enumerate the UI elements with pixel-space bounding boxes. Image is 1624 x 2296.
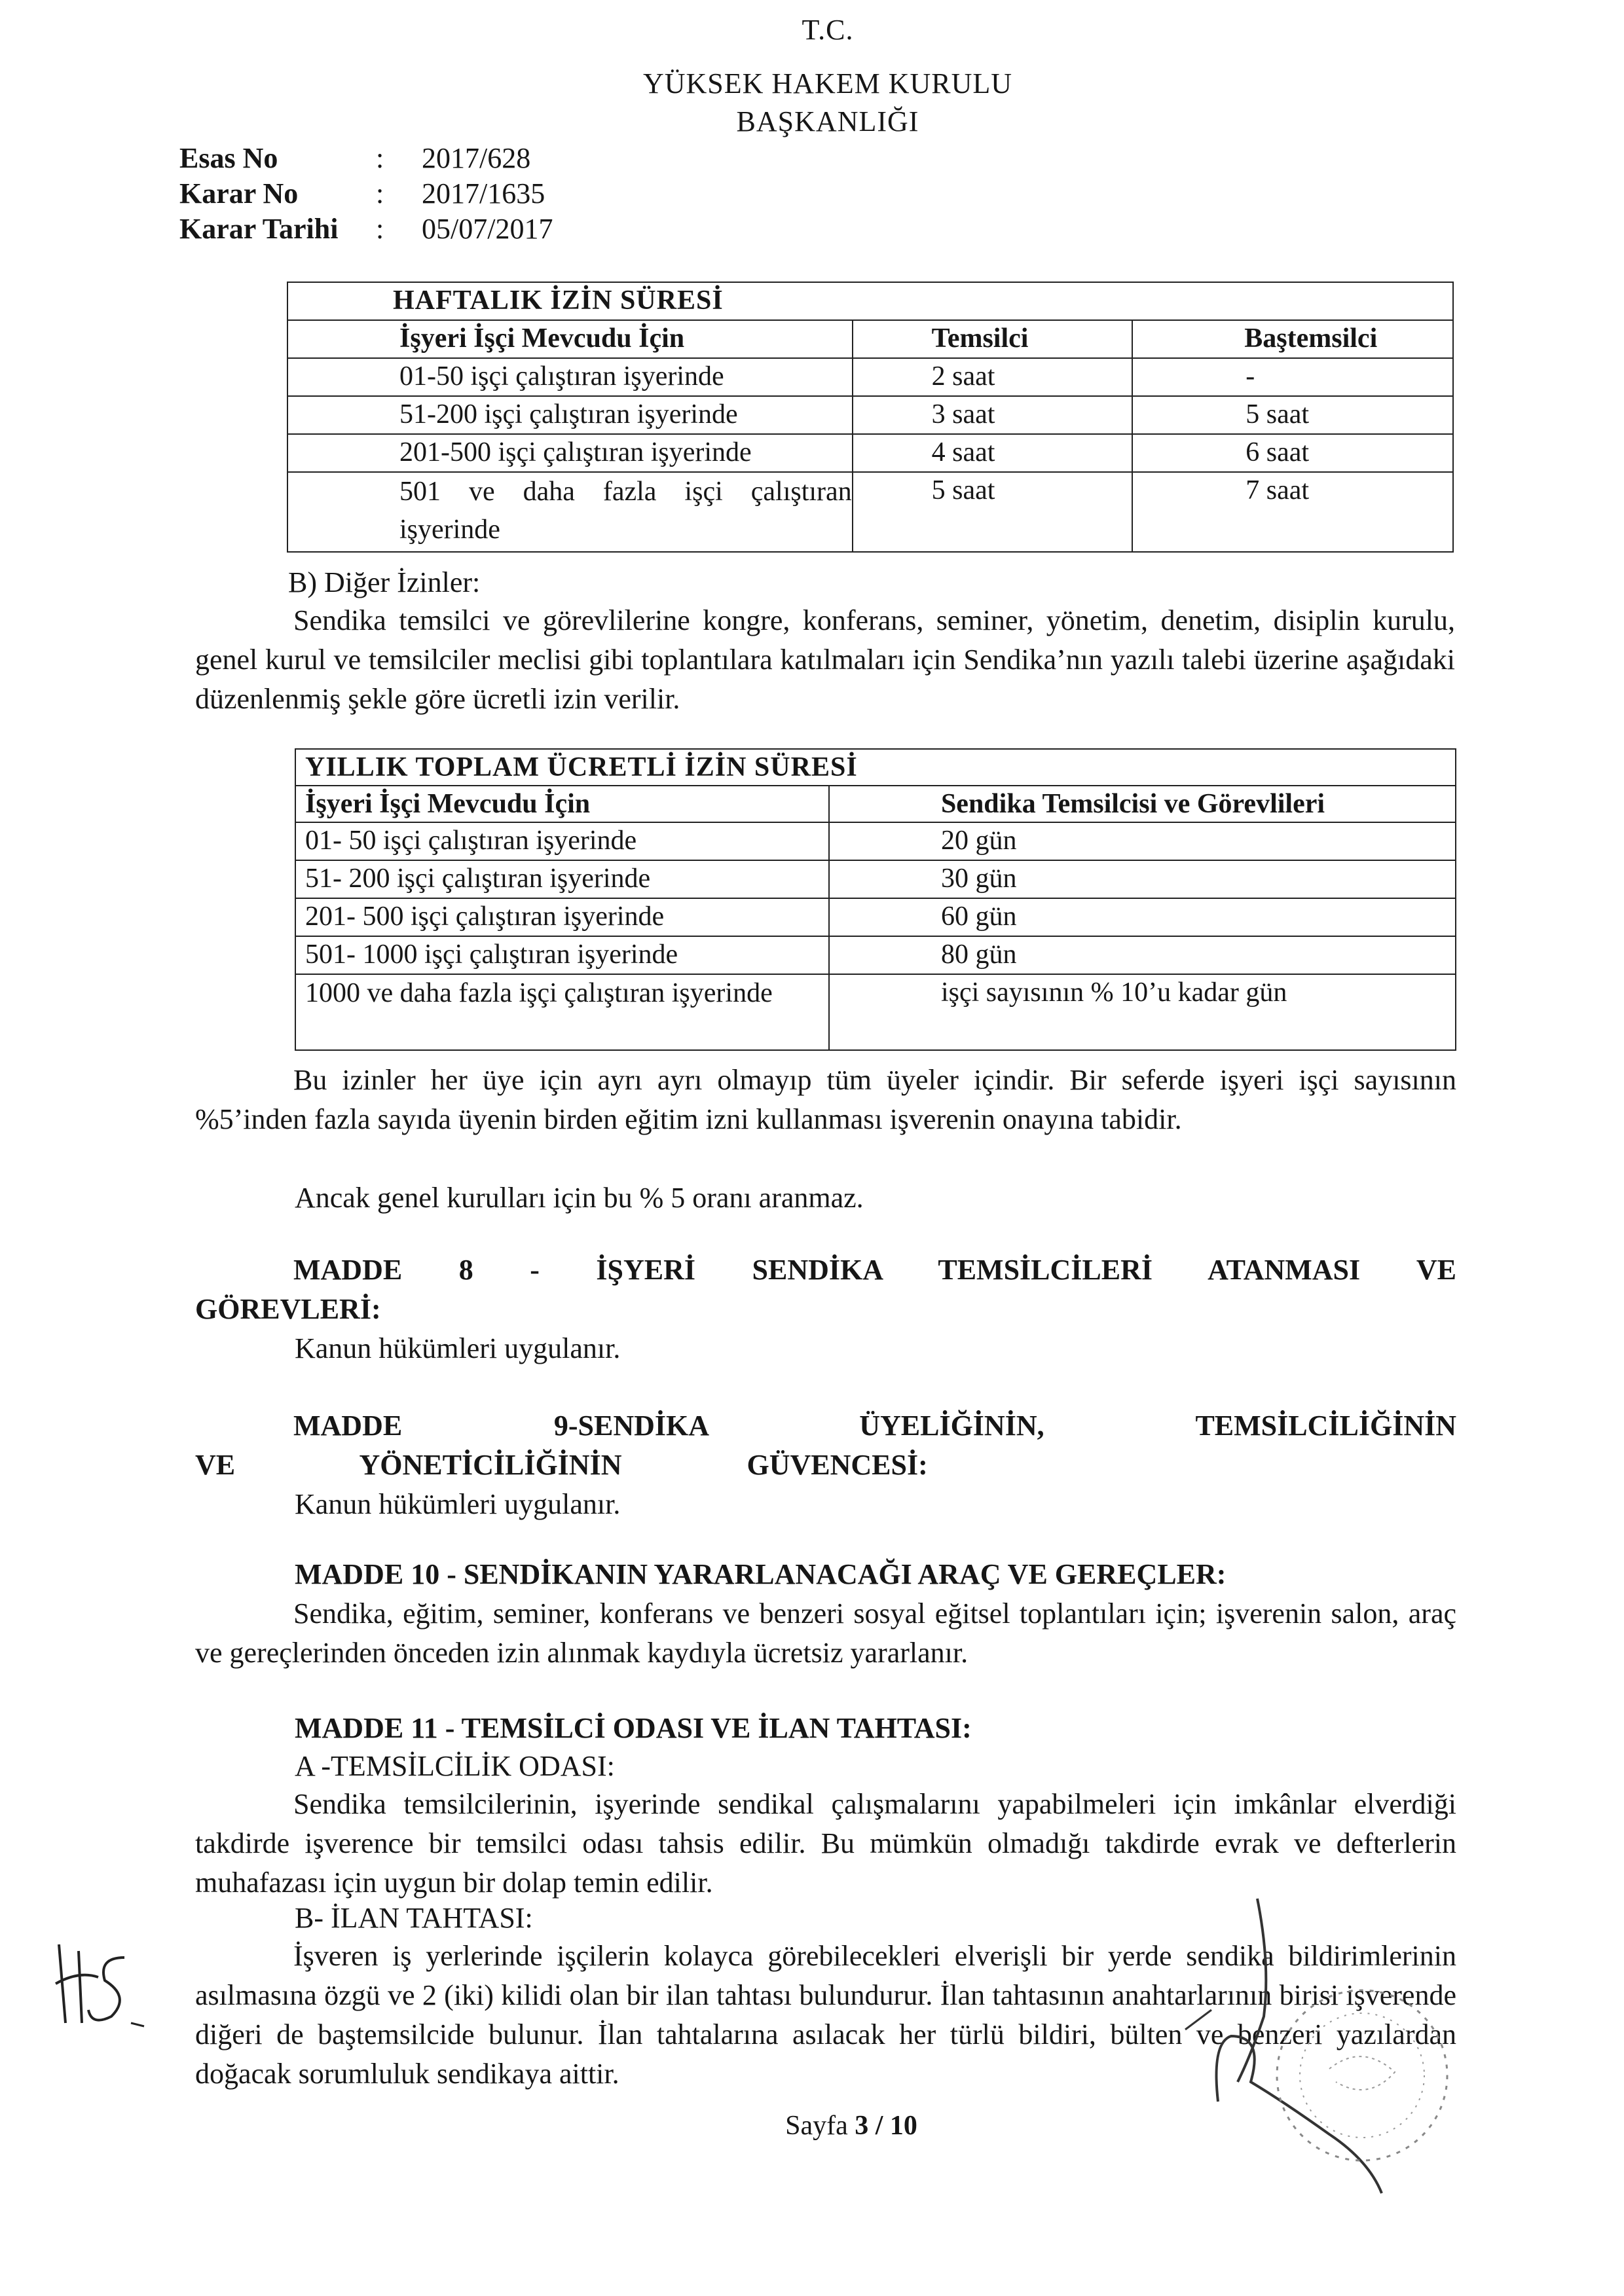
page-prefix: Sayfa (785, 2111, 848, 2141)
table-header: İşyeri İşçi Mevcudu İçin (295, 786, 829, 822)
table-header: Baştemsilci (1132, 320, 1453, 358)
table-header: Sendika Temsilcisi ve Görevlileri (829, 786, 1456, 822)
header-line-1: T.C. (802, 14, 854, 46)
table-header: Temsilci (853, 320, 1133, 358)
table-cell: 01-50 işçi çalıştıran işyerinde (287, 358, 853, 396)
table-cell: 30 gün (829, 860, 1456, 898)
table-cell: 5 saat (853, 472, 1133, 552)
table-cell: işçi sayısının % 10’u kadar gün (829, 974, 1456, 1050)
meta-sep: : (376, 177, 384, 210)
table-title: HAFTALIK İZİN SÜRESİ (287, 282, 1453, 320)
case-meta (179, 141, 553, 247)
madde11-text-b: İşveren iş yerlerinde işçilerin kolayca görebilecekleri elverişli bir yerde sendika bildirimlerinin asılmasına özgü ve 2 (iki) kilidi olan bir ilan tahtası bulundurur. İlan tahtasının anahtarlarının birisi işverende diğeri de baştemsilcide bulunur. İlan tahtalarına asılacak her türlü bildiri, bülten ve benzeri yazılardan doğacak sorumluluk sendikaya aittir. (195, 1940, 1456, 2090)
madde9-text: Kanun hükümleri uygulanır. (295, 1488, 621, 1520)
madde8-heading: MADDE 8 - İŞYERİ SENDİKA TEMSİLCİLERİ ATANMASI VE GÖREVLERİ: (195, 1254, 1456, 1325)
table-cell: 5 saat (1132, 396, 1453, 434)
weekly-leave-table (287, 282, 1454, 553)
page-total: 10 (889, 2111, 917, 2141)
other-leaves-text: Sendika temsilci ve görevlilerine kongre, konferans, seminer, yönetim, denetim, disiplin kurulu, genel kurul ve temsilciler meclisi gibi toplantılara katılmaları için Sendika’nın yazılı talebi üzerine aşağıdaki düzenlenmiş şekle göre ücretli izin verilir. (195, 604, 1455, 715)
madde11-sub-b: B- İLAN TAHTASI: (295, 1902, 533, 1934)
madde11-heading: MADDE 11 - TEMSİLCİ ODASI VE İLAN TAHTASI: (295, 1712, 972, 1744)
table-cell: 4 saat (853, 434, 1133, 472)
meta-sep: : (376, 213, 384, 245)
header-line-3: BAŞKANLIĞI (736, 105, 919, 137)
paragraph-general-assembly: Ancak genel kurulları için bu % 5 oranı aranmaz. (295, 1182, 864, 1214)
madde11-text-a: Sendika temsilcilerinin, işyerinde sendikal çalışmalarını yapabilmeleri için imkânlar elverdiği takdirde işverence bir temsilci odası tahsis edilir. Bu mümkün olmadığı takdirde evrak ve defterlerin muhafazası için uygun bir dolap temin edilir. (195, 1788, 1456, 1899)
table-cell: 7 saat (1132, 472, 1453, 552)
table-row (295, 860, 1456, 898)
table-cell: 201- 500 işçi çalıştıran işyerinde (295, 898, 829, 936)
table-row (295, 898, 1456, 936)
madde8-text: Kanun hükümleri uygulanır. (295, 1332, 621, 1364)
table-header: İşyeri İşçi Mevcudu İçin (287, 320, 853, 358)
table-cell: 6 saat (1132, 434, 1453, 472)
table-row (295, 936, 1456, 974)
table-cell: 51-200 işçi çalıştıran işyerinde (287, 396, 853, 434)
page-sep: / (875, 2111, 883, 2141)
table-row (287, 434, 1453, 472)
other-leaves-label: B) Diğer İzinler: (288, 566, 481, 598)
page-current: 3 (855, 2111, 869, 2141)
meta-value: 2017/628 (422, 142, 531, 174)
madde11-sub-a: A -TEMSİLCİLİK ODASI: (295, 1750, 615, 1782)
annual-leave-table (295, 748, 1456, 1051)
table-cell: 01- 50 işçi çalıştıran işyerinde (295, 822, 829, 860)
table-cell: 20 gün (829, 822, 1456, 860)
table-row (287, 472, 1453, 552)
paragraph-quota: Bu izinler her üye için ayrı ayrı olmayıp tüm üyeler içindir. Bir seferde işyeri işçi sayısının %5’inden fazla sayıda üyenin birden eğitim izni kullanması işverenin onayına tabidir. (195, 1064, 1456, 1135)
table-title: YILLIK TOPLAM ÜCRETLİ İZİN SÜRESİ (295, 749, 1456, 786)
meta-value: 2017/1635 (422, 177, 545, 210)
meta-row-tarih (179, 211, 553, 247)
meta-sep: : (376, 142, 384, 174)
table-cell: - (1132, 358, 1453, 396)
meta-row-karar (179, 176, 553, 211)
handwritten-initials (39, 1931, 151, 2043)
table-cell: 60 gün (829, 898, 1456, 936)
table-row (287, 358, 1453, 396)
meta-label: Karar Tarihi (179, 213, 339, 245)
madde9-heading: MADDE 9-SENDİKA ÜYELİĞİNİN, TEMSİLCİLİĞİNİN VE YÖNETİCİLİĞİNİN GÜVENCESİ: (195, 1410, 1456, 1481)
signature-stamp (1172, 1886, 1480, 2200)
madde10-heading: MADDE 10 - SENDİKANIN YARARLANACAĞI ARAÇ VE GEREÇLER: (295, 1558, 1227, 1590)
table-cell: 2 saat (853, 358, 1133, 396)
meta-value: 05/07/2017 (422, 213, 553, 245)
madde10-text: Sendika, eğitim, seminer, konferans ve benzeri sosyal eğitsel toplantıları için; işverenin salon, araç ve gereçlerinden önceden izin alınmak kaydıyla ücretsiz yararlanır. (195, 1597, 1456, 1669)
table-cell: 80 gün (829, 936, 1456, 974)
table-cell: 501 ve daha fazla işçi çalıştıran işyerinde (287, 472, 853, 552)
table-row (295, 822, 1456, 860)
meta-row-esas (179, 141, 553, 176)
table-cell: 501- 1000 işçi çalıştıran işyerinde (295, 936, 829, 974)
table-row (295, 974, 1456, 1050)
table-row (287, 396, 1453, 434)
table-cell: 201-500 işçi çalıştıran işyerinde (287, 434, 853, 472)
meta-label: Karar No (179, 177, 299, 210)
header-line-2: YÜKSEK HAKEM KURULU (642, 67, 1013, 100)
table-cell: 51- 200 işçi çalıştıran işyerinde (295, 860, 829, 898)
table-cell: 1000 ve daha fazla işçi çalıştıran işyerinde (295, 974, 829, 1050)
meta-label: Esas No (179, 142, 278, 174)
table-cell: 3 saat (853, 396, 1133, 434)
